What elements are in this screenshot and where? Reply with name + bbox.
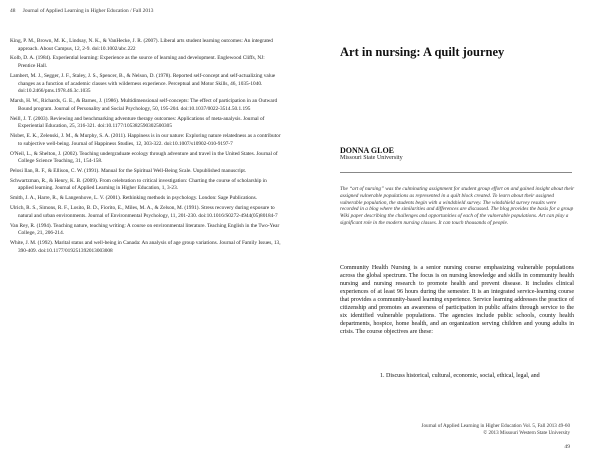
footer-citation: Journal of Applied Learning in Higher Education Vol. 5, Fall 2013 49-60 [421, 423, 570, 429]
reference-entry: Pelosi Ilan, R. F., & Ellison, C. W. (1991). Manual for the Spiritual Well-Being Scale. Unpublished manuscript. [10, 167, 247, 174]
reference-entry: White, J. M. (1992). Marital status and well-being in Canada: An analysis of age group variations. Journal of Family Issues, 13, 390-409. doi:10.1177/019251392013003008 [10, 240, 281, 254]
reference-entry: Neill, J. T. (2003). Reviewing and benchmarking adventure therapy outcomes: Applications of meta-analysis. Journal of Experiential Education, 25, 316-321. doi:10.1177/105382590302500305 [10, 115, 265, 130]
objective-item: 1. Discuss historical, cultural, economic, social, ethical, legal, and [380, 373, 540, 379]
reference-entry: Nisbet, E. K., Zelenski, J. M., & Murphy, S. A. (2011). Happiness is in our nature: Exploring nature relatedness as a contributor to subjective well-being. Journal of Happiness Studies, 12, 303-322. doi:10.1007/s10902-010-9197-7 [10, 133, 281, 147]
reference-list [10, 38, 282, 258]
reference-entry: Van Rey, R. (1994). Teaching nature, teaching writing: A course on environmental literature. Teaching English in the Two-Year College, 21, 206-214. [10, 222, 280, 237]
left-page-number: 48 [10, 8, 16, 14]
running-header [10, 8, 153, 14]
right-page-number: 49 [564, 444, 570, 450]
reference-entry: Ulrich, R. S., Simons, R. F., Losito, B. D., Fiorito, E., Miles, M. A., & Zelson, M. (1991). Stress recovery during exposure to natural and urban environments. Journal of Environmental Psychology, 11, 201-230. doi:10.1016/S0272-4944(05)80184-7 [10, 205, 278, 219]
author-name: DONNA GLOE [340, 146, 395, 155]
journal-footer [422, 423, 571, 437]
reference-entry: Kolb, D. A. (1984). Experiential learning: Experience as the source of learning and development. Englewood Cliffs, NJ: Prentice Hall. [10, 55, 265, 70]
reference-entry: Marsh, H. W., Richards, G. E., & Barnes, J. (1986). Multidimensional self-concepts: The effect of participation in an Outward Bound program. Journal of Personality and Social Psychology, 50, 195-204. doi:10.1037/0022-3514.50.1.195 [10, 98, 278, 112]
reference-entry: Smith, J. A., Harre, R., & Langenhove, L. V. (2001). Rethinking methods in psychology. London: Sage Publications. [10, 195, 258, 202]
right-page [300, 0, 600, 464]
reference-entry: Lambert, M. J., Segger, J. F., Staley, J. S., Spencer, B., & Nelson, D. (1978). Reported self-concept and self-actualizing value changes as a function of academic classes with wilderness experience. Perceptual and Motor Skills, 46, 1035-1040. doi:10.2466/pms.1978.46.3c.1035 [10, 72, 276, 95]
body-paragraph: Community Health Nursing is a senior nursing course emphasizing vulnerable populations across the global spectrum. The focus is on nursing knowledge and skills in community health nursing and nursing research to promote health and prevent disease. It includes clinical experiences of at least 96 hours during the semester. It is an integrated service-learning course that provides a community-based learning experience. Service learning addresses the practice of citizenship and promotes an awareness of participation in public affairs through service to the six identified vulnerable populations. The agencies include public schools, county health departments, hospice, home health, and an organization serving children and young adults in crisis. The course objectives are these: [340, 265, 574, 336]
reference-entry: O'Neil, L., & Shelton, J. (2002). Teaching undergraduate ecology through adventure and travel in the United States. Journal of College Science Teaching, 31, 154-158. [10, 150, 278, 165]
footer-copyright: © 2013 Missouri Western State University [483, 430, 570, 436]
author-affiliation: Missouri State University [340, 155, 403, 161]
journal-header-title: Journal of Applied Learning in Higher Education / Fall 2013 [22, 8, 154, 14]
reference-entry: King, P. M., Brown, M. K., Lindsay, N. K., & VanHecke, J. R. (2007). Liberal arts student learning outcomes: An integrated approach. About Campus, 12, 2-9. doi:10.1002/abc.222 [10, 38, 273, 52]
abstract: The “art of nursing” was the culminating assignment for student group effort on and gained insight about their assigned vulnerable populations as represented in a quilt block created. To learn about their assigned vulnerable population, the students begin with a windshield survey. The windshield survey results were recorded in a blog where the similarities and differences are discussed. The blog provides the basis for a group Wiki paper describing the challenges and opportunities of each of the vulnerable populations. Art can play a significant role in the modern nursing classes. It can touch thousands of people. [340, 186, 575, 226]
divider [340, 172, 572, 173]
reference-entry: Schwartzman, R., & Henry, K. B. (2009). From celebration to critical investigation: Charting the course of scholarship in applied learning. Journal of Applied Learning in Higher Education, 1, 3-23. [10, 177, 267, 192]
article-title: Art in nursing: A quilt journey [340, 45, 505, 59]
